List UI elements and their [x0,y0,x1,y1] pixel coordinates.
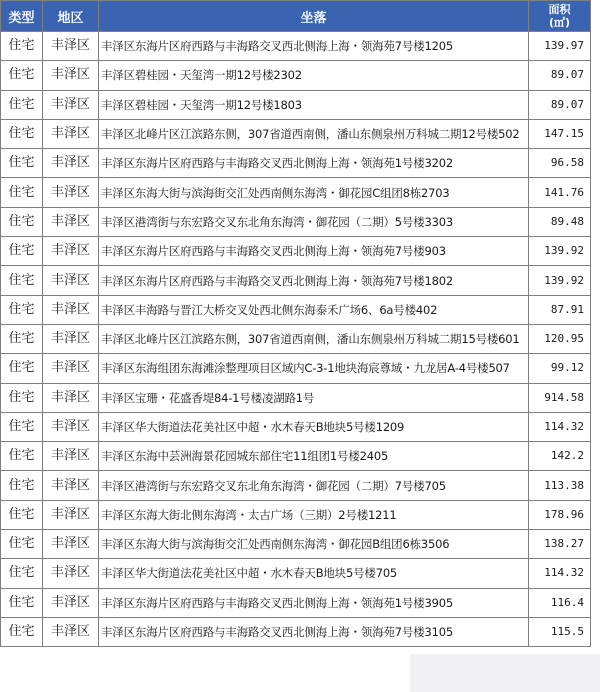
cell-district: 丰泽区 [43,295,99,324]
cell-area: 116.4 [529,588,591,617]
table-row [1,471,591,500]
cell-location: 丰泽区港湾街与东宏路交叉东北角东海湾・御花园（二期）5号楼3303 [99,207,529,236]
cell-district: 丰泽区 [43,90,99,119]
cell-location: 丰泽区北峰片区江滨路东侧，307省道西南侧，潘山东侧泉州万科城二期12号楼502 [99,119,529,148]
cell-type: 住宅 [1,588,43,617]
table-row [1,149,591,178]
cell-district: 丰泽区 [43,412,99,441]
cell-location: 丰泽区丰海路与晋江大桥交叉处西北侧东海泰禾广场6、6a号楼402 [99,295,529,324]
cell-area: 115.5 [529,617,591,646]
table-row [1,266,591,295]
header-area [529,1,591,32]
cell-type: 住宅 [1,471,43,500]
cell-district: 丰泽区 [43,119,99,148]
cell-location: 丰泽区东海大街与滨海街交汇处西南侧东海湾・御花园C组团8栋2703 [99,178,529,207]
cell-type: 住宅 [1,354,43,383]
table-row [1,559,591,588]
cell-area: 141.76 [529,178,591,207]
table-row [1,178,591,207]
cell-type: 住宅 [1,442,43,471]
cell-location: 丰泽区碧桂园・天玺湾一期12号楼1803 [99,90,529,119]
cell-location: 丰泽区东海大街北侧东海湾・太古广场（三期）2号楼1211 [99,500,529,529]
cell-area: 113.38 [529,471,591,500]
cell-district: 丰泽区 [43,266,99,295]
cell-type: 住宅 [1,295,43,324]
header-row [1,1,591,32]
table-row [1,383,591,412]
cell-area: 139.92 [529,266,591,295]
cell-district: 丰泽区 [43,617,99,646]
cell-type: 住宅 [1,178,43,207]
cell-area: 147.15 [529,119,591,148]
cell-type: 住宅 [1,61,43,90]
table-row [1,32,591,61]
cell-location: 丰泽区东海片区府西路与丰海路交叉西北侧海上海・领海苑7号楼903 [99,237,529,266]
cell-location: 丰泽区北峰片区江滨路东侧，307省道西南侧，潘山东侧泉州万科城二期15号楼601 [99,324,529,353]
cell-type: 住宅 [1,266,43,295]
header-location: 坐落 [99,1,529,32]
header-area-label: 面积 [548,3,571,16]
cell-district: 丰泽区 [43,354,99,383]
cell-type: 住宅 [1,237,43,266]
cell-location: 丰泽区华大街道法花美社区中超・水木春天B地块5号楼705 [99,559,529,588]
table-row [1,442,591,471]
cell-type: 住宅 [1,119,43,148]
cell-area: 142.2 [529,442,591,471]
cell-location: 丰泽区东海片区府西路与丰海路交叉西北侧海上海・领海苑7号楼1205 [99,32,529,61]
cell-district: 丰泽区 [43,500,99,529]
cell-district: 丰泽区 [43,442,99,471]
cell-type: 住宅 [1,559,43,588]
table-body [1,32,591,647]
cell-area: 89.07 [529,90,591,119]
table-row [1,295,591,324]
cell-area: 89.48 [529,207,591,236]
table-row [1,588,591,617]
cell-location: 丰泽区东海片区府西路与丰海路交叉西北侧海上海・领海苑1号楼3202 [99,149,529,178]
cell-type: 住宅 [1,207,43,236]
cell-area: 139.92 [529,237,591,266]
cell-district: 丰泽区 [43,178,99,207]
table-row [1,500,591,529]
cell-area: 114.32 [529,412,591,441]
table-row [1,237,591,266]
cell-area: 114.32 [529,559,591,588]
cell-area: 139.97 [529,32,591,61]
cell-type: 住宅 [1,617,43,646]
header-district: 地区 [43,1,99,32]
cell-district: 丰泽区 [43,237,99,266]
cell-district: 丰泽区 [43,149,99,178]
cell-location: 丰泽区华大街道法花美社区中超・水木春天B地块5号楼1209 [99,412,529,441]
cell-type: 住宅 [1,324,43,353]
cell-district: 丰泽区 [43,559,99,588]
cell-type: 住宅 [1,500,43,529]
cell-area: 914.58 [529,383,591,412]
cell-area: 138.27 [529,530,591,559]
cell-area: 89.07 [529,61,591,90]
cell-area: 96.58 [529,149,591,178]
cell-district: 丰泽区 [43,32,99,61]
cell-location: 丰泽区东海片区府西路与丰海路交叉西北侧海上海・领海苑1号楼3905 [99,588,529,617]
cell-location: 丰泽区港湾街与东宏路交叉东北角东海湾・御花园（二期）7号楼705 [99,471,529,500]
cell-area: 99.12 [529,354,591,383]
table-row [1,354,591,383]
header-type: 类型 [1,1,43,32]
cell-location: 丰泽区东海片区府西路与丰海路交叉西北侧海上海・领海苑7号楼1802 [99,266,529,295]
header-area-unit: (㎡) [548,16,571,29]
cell-area: 178.96 [529,500,591,529]
cell-district: 丰泽区 [43,207,99,236]
cell-location: 丰泽区宝珊・花盛香堤84-1号楼凌湖路1号 [99,383,529,412]
cell-type: 住宅 [1,90,43,119]
table-row [1,119,591,148]
cell-type: 住宅 [1,149,43,178]
cell-location: 丰泽区东海组团东海滩涂整理项目区域内C-3-1地块海宸尊域・九龙居A-4号楼507 [99,354,529,383]
watermark-overlay [410,654,600,692]
table-row [1,61,591,90]
cell-district: 丰泽区 [43,588,99,617]
table-row [1,90,591,119]
cell-location: 丰泽区碧桂园・天玺湾一期12号楼2302 [99,61,529,90]
cell-location: 丰泽区东海大街与滨海街交汇处西南侧东海湾・御花园B组团6栋3506 [99,530,529,559]
cell-area: 120.95 [529,324,591,353]
table-row [1,617,591,646]
cell-district: 丰泽区 [43,324,99,353]
cell-district: 丰泽区 [43,471,99,500]
cell-location: 丰泽区东海片区府西路与丰海路交叉西北侧海上海・领海苑7号楼3105 [99,617,529,646]
cell-type: 住宅 [1,412,43,441]
cell-area: 87.91 [529,295,591,324]
cell-district: 丰泽区 [43,383,99,412]
cell-type: 住宅 [1,530,43,559]
table-row [1,207,591,236]
table-row [1,530,591,559]
cell-type: 住宅 [1,383,43,412]
cell-district: 丰泽区 [43,61,99,90]
table-row [1,324,591,353]
cell-location: 丰泽区东海中芸洲海景花园城东部住宅11组团1号楼2405 [99,442,529,471]
cell-district: 丰泽区 [43,530,99,559]
table-row [1,412,591,441]
cell-type: 住宅 [1,32,43,61]
